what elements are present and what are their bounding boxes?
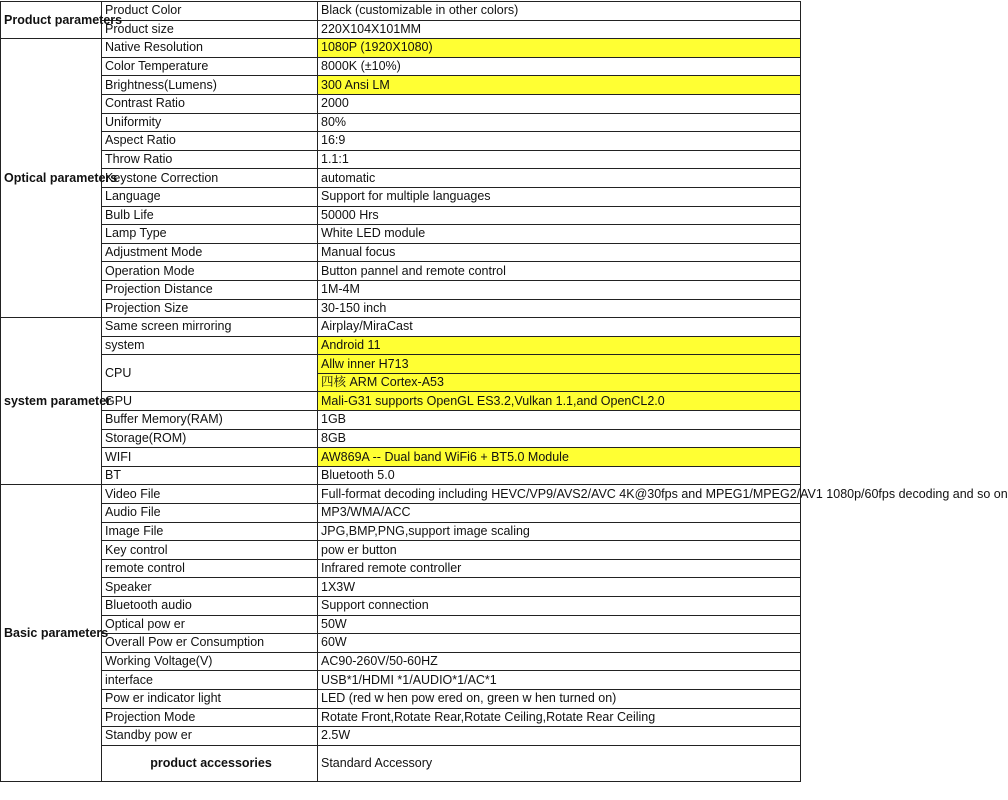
param-value: 50W <box>318 615 801 634</box>
param-value: Support for multiple languages <box>318 187 801 206</box>
table-row <box>1 708 801 727</box>
param-name: Projection Size <box>102 299 318 318</box>
param-name: Storage(ROM) <box>102 429 318 448</box>
param-name: CPU <box>102 355 318 392</box>
param-name: Uniformity <box>102 113 318 132</box>
table-row <box>1 39 801 58</box>
param-name: GPU <box>102 392 318 411</box>
table-row <box>1 559 801 578</box>
param-value: 50000 Hrs <box>318 206 801 225</box>
param-value: 2.5W <box>318 727 801 746</box>
param-value: 1.1:1 <box>318 150 801 169</box>
param-value: Full-format decoding including HEVC/VP9/AVS2/AVC 4K@30fps and MPEG1/MPEG2/AV1 1080p/60fps decoding and so on <box>318 485 801 504</box>
table-row <box>1 634 801 653</box>
param-value: 30-150 inch <box>318 299 801 318</box>
param-name: Buffer Memory(RAM) <box>102 411 318 430</box>
param-value: AW869A -- Dual band WiFi6 + BT5.0 Module <box>318 448 801 467</box>
param-name: Language <box>102 187 318 206</box>
param-name: Pow er indicator light <box>102 689 318 708</box>
param-value: Support connection <box>318 597 801 616</box>
table-row <box>1 578 801 597</box>
param-name: Color Temperature <box>102 57 318 76</box>
table-row <box>1 504 801 523</box>
param-name: WIFI <box>102 448 318 467</box>
table-row <box>1 57 801 76</box>
table-row <box>1 466 801 485</box>
table-row <box>1 392 801 411</box>
table-row <box>1 448 801 467</box>
param-value: Airplay/MiraCast <box>318 318 801 337</box>
table-row <box>1 485 801 504</box>
table-row <box>1 132 801 151</box>
table-row <box>1 597 801 616</box>
param-value: automatic <box>318 169 801 188</box>
param-name: Bulb Life <box>102 206 318 225</box>
spec-table <box>0 1 1008 782</box>
table-row <box>1 94 801 113</box>
param-value: 300 Ansi LM <box>318 76 801 95</box>
param-value: JPG,BMP,PNG,support image scaling <box>318 522 801 541</box>
param-name: Adjustment Mode <box>102 243 318 262</box>
param-value: 1GB <box>318 411 801 430</box>
param-name: system <box>102 336 318 355</box>
table-row <box>1 336 801 355</box>
param-name: interface <box>102 671 318 690</box>
param-name: Operation Mode <box>102 262 318 281</box>
param-name: Lamp Type <box>102 225 318 244</box>
table-row <box>1 355 801 374</box>
param-value: Infrared remote controller <box>318 559 801 578</box>
param-name: Same screen mirroring <box>102 318 318 337</box>
param-name: Brightness(Lumens) <box>102 76 318 95</box>
table-row <box>1 76 801 95</box>
table-row <box>1 299 801 318</box>
table-row <box>1 615 801 634</box>
param-name: Overall Pow er Consumption <box>102 634 318 653</box>
param-name: Speaker <box>102 578 318 597</box>
param-value: Rotate Front,Rotate Rear,Rotate Ceiling,Rotate Rear Ceiling <box>318 708 801 727</box>
param-value: 1X3W <box>318 578 801 597</box>
param-value: 1080P (1920X1080) <box>318 39 801 58</box>
param-name: Standard Accessory <box>318 745 801 781</box>
param-name: Contrast Ratio <box>102 94 318 113</box>
param-value: 80% <box>318 113 801 132</box>
table-row <box>1 671 801 690</box>
param-value: MP3/WMA/ACC <box>318 504 801 523</box>
param-value: Button pannel and remote control <box>318 262 801 281</box>
param-name: Bluetooth audio <box>102 597 318 616</box>
table-row <box>1 20 801 39</box>
param-value: 1M-4M <box>318 280 801 299</box>
table-row <box>1 206 801 225</box>
table-row <box>1 318 801 337</box>
param-value: 2000 <box>318 94 801 113</box>
table-row <box>1 411 801 430</box>
table-row <box>1 522 801 541</box>
table-row <box>1 169 801 188</box>
param-name: Video File <box>102 485 318 504</box>
param-name: Native Resolution <box>102 39 318 58</box>
param-value: 8GB <box>318 429 801 448</box>
param-name: Working Voltage(V) <box>102 652 318 671</box>
param-value: 8000K (±10%) <box>318 57 801 76</box>
param-value: USB*1/HDMI *1/AUDIO*1/AC*1 <box>318 671 801 690</box>
table-row <box>1 745 801 781</box>
param-name: Optical pow er <box>102 615 318 634</box>
param-value: Manual focus <box>318 243 801 262</box>
table-row <box>1 652 801 671</box>
param-name: Audio File <box>102 504 318 523</box>
table-row <box>1 541 801 560</box>
table-row <box>1 225 801 244</box>
table-row <box>1 280 801 299</box>
param-name: Product Color <box>102 2 318 21</box>
section-title: system parameter <box>1 318 102 485</box>
param-name: Image File <box>102 522 318 541</box>
param-value: AC90-260V/50-60HZ <box>318 652 801 671</box>
table-row <box>1 113 801 132</box>
section-title: Basic parameters <box>1 485 102 781</box>
param-name: BT <box>102 466 318 485</box>
param-name: Projection Distance <box>102 280 318 299</box>
param-value: Allw inner H713 <box>318 355 801 374</box>
table-row <box>1 689 801 708</box>
param-name: Standby pow er <box>102 727 318 746</box>
param-value: White LED module <box>318 225 801 244</box>
param-value: 60W <box>318 634 801 653</box>
param-value: Mali-G31 supports OpenGL ES3.2,Vulkan 1.1,and OpenCL2.0 <box>318 392 801 411</box>
param-value: pow er button <box>318 541 801 560</box>
param-value: Android 11 <box>318 336 801 355</box>
param-value: 16:9 <box>318 132 801 151</box>
table-row <box>1 2 801 21</box>
table-row <box>1 187 801 206</box>
param-value: 四核 ARM Cortex-A53 <box>318 373 801 392</box>
param-name: remote control <box>102 559 318 578</box>
table-row <box>1 150 801 169</box>
param-name: Key control <box>102 541 318 560</box>
table-row <box>1 727 801 746</box>
param-value: Black (customizable in other colors) <box>318 2 801 21</box>
param-name: Throw Ratio <box>102 150 318 169</box>
section-title: Optical parameters <box>1 39 102 318</box>
param-value: Bluetooth 5.0 <box>318 466 801 485</box>
param-name: Projection Mode <box>102 708 318 727</box>
param-name: Product size <box>102 20 318 39</box>
table-row <box>1 243 801 262</box>
param-value: LED (red w hen pow ered on, green w hen turned on) <box>318 689 801 708</box>
table-row <box>1 429 801 448</box>
table-row <box>1 262 801 281</box>
param-name: Aspect Ratio <box>102 132 318 151</box>
section-title: Product parameters <box>1 2 102 39</box>
section-title: product accessories <box>102 745 318 781</box>
param-name: Keystone Correction <box>102 169 318 188</box>
param-value: 220X104X101MM <box>318 20 801 39</box>
